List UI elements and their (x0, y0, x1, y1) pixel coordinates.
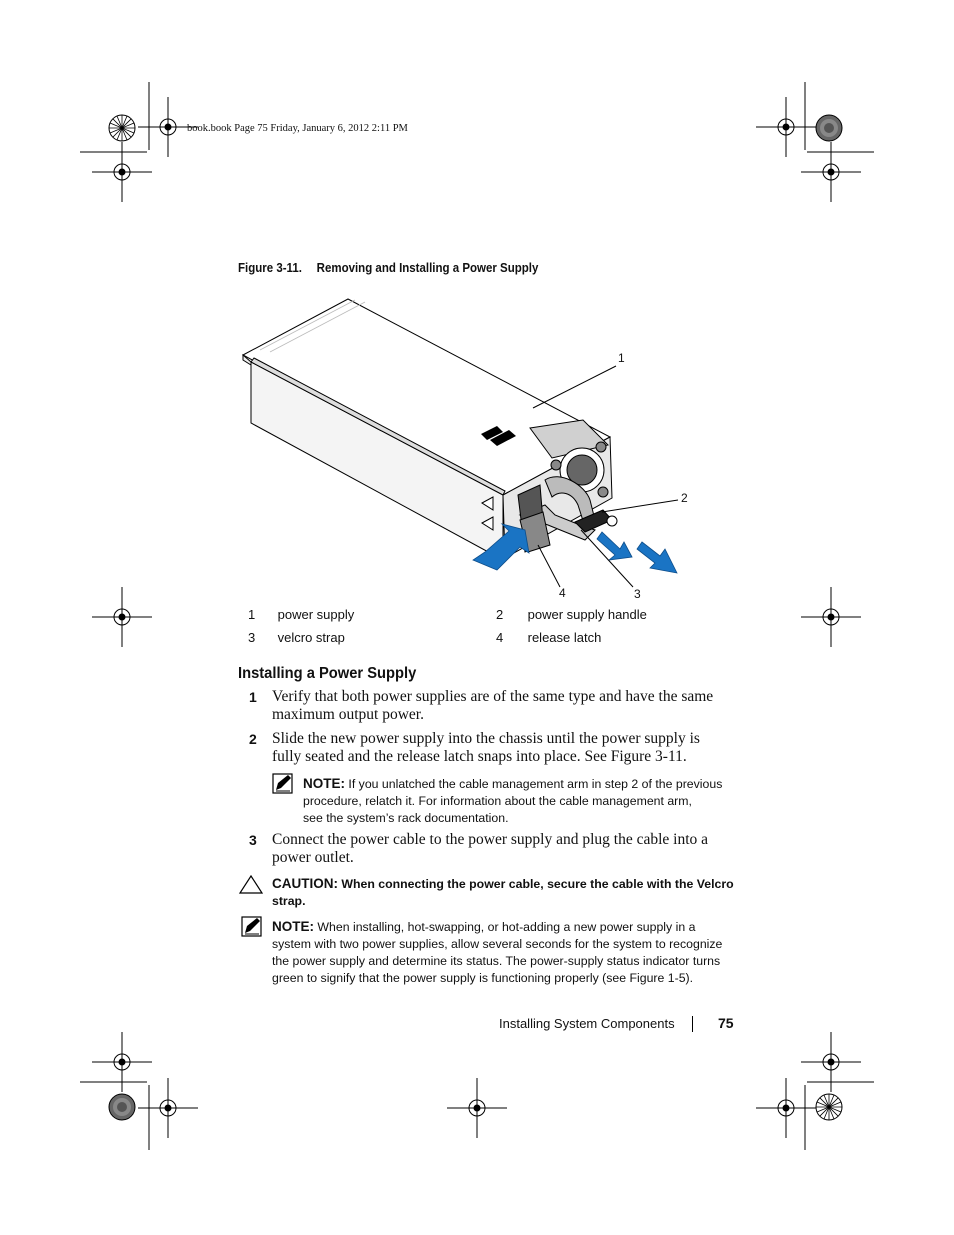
legend-label: power supply handle (527, 607, 647, 622)
section-title: Installing a Power Supply (238, 665, 417, 682)
note-line: system with two power supplies, allow several seconds for the system to recognize (272, 937, 723, 951)
legend-number: 4 (496, 630, 504, 645)
note-block (303, 775, 722, 827)
step-number: 1 (249, 689, 257, 705)
legend-label: velcro strap (277, 630, 345, 645)
legend-item (496, 630, 601, 645)
step-line: fully seated and the release latch snaps into place. See Figure 3-11. (272, 748, 687, 765)
note-line: procedure, relatch it. For information about the cable management arm, (303, 794, 692, 808)
note-line: the power supply and determine its status. The power-supply status indicator turns (272, 954, 721, 968)
step-number: 2 (249, 731, 257, 747)
step-number: 3 (249, 832, 257, 848)
footer-chapter-title: Installing System Components (499, 1016, 675, 1031)
step-line: Verify that both power supplies are of the same type and have the same (272, 688, 714, 705)
callout-2: 2 (681, 491, 688, 505)
legend-item (248, 630, 345, 645)
footer-divider (692, 1016, 693, 1032)
figure-title: Removing and Installing a Power Supply (316, 261, 539, 275)
legend-number: 3 (248, 630, 256, 645)
pull-arrow (637, 542, 677, 573)
step-line: maximum output power. (272, 706, 424, 723)
step-line: Slide the new power supply into the chassis until the power supply is (272, 730, 700, 747)
push-arrow (597, 532, 632, 560)
print-header-stamp: book.book Page 75 Friday, January 6, 2012 2:11 PM (187, 123, 408, 134)
step-text (272, 688, 713, 724)
note-label: NOTE: (272, 919, 314, 934)
step-text (272, 831, 708, 867)
caution-block (272, 875, 734, 910)
callout-3: 3 (634, 587, 641, 601)
legend-number: 2 (496, 607, 504, 622)
step-line: power outlet. (272, 849, 354, 866)
step-line: Connect the power cable to the power supply and plug the cable into a (272, 831, 709, 848)
legend-item (496, 607, 647, 622)
note-label: NOTE: (303, 776, 345, 791)
page-number: 75 (718, 1015, 734, 1031)
note-line: see the system’s rack documentation. (303, 811, 509, 825)
callout-4: 4 (559, 586, 566, 600)
legend-item (248, 607, 354, 622)
legend-label: power supply (277, 607, 355, 622)
step-text (272, 730, 700, 766)
figure-number: Figure 3-11. (238, 261, 302, 275)
note-block (272, 918, 722, 987)
note-line: When installing, hot-swapping, or hot-adding a new power supply in a (317, 920, 696, 934)
note-line: If you unlatched the cable management arm in step 2 of the previous (348, 777, 723, 791)
legend-label: release latch (527, 630, 602, 645)
caution-line: When connecting the power cable, secure the cable with the Velcro (341, 877, 734, 891)
caution-line: strap. (272, 894, 306, 908)
note-line: green to signify that the power supply is functioning properly (see Figure 1-5). (272, 971, 694, 985)
callout-1: 1 (618, 351, 625, 365)
caution-label: CAUTION: (272, 876, 338, 891)
legend-number: 1 (248, 607, 256, 622)
